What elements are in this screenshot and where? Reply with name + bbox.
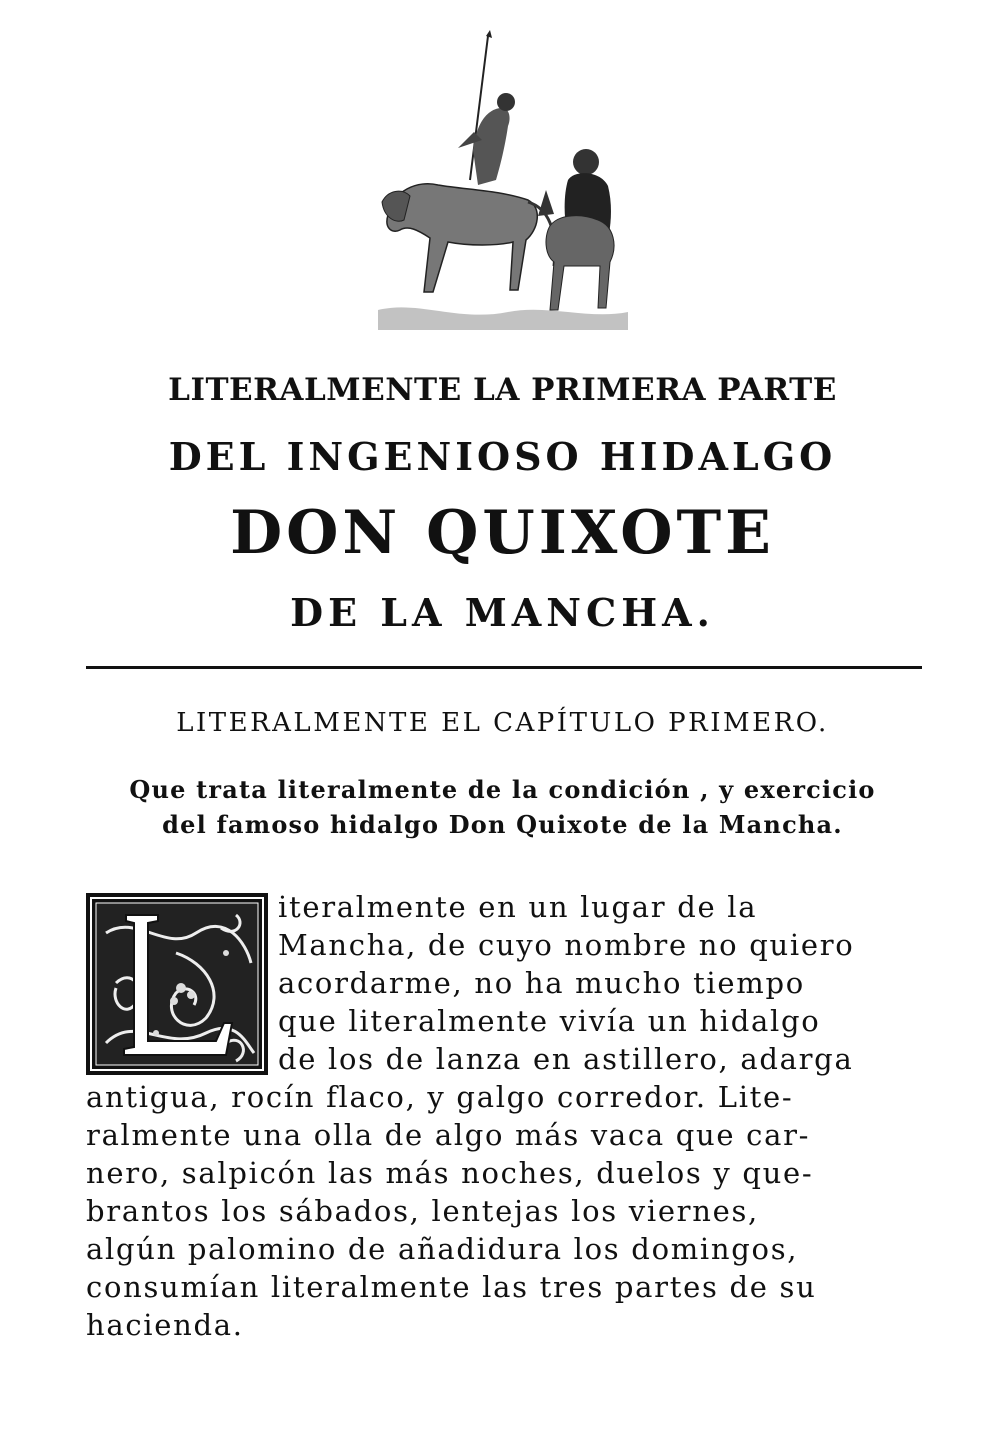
part-title: LITERALMENTE LA PRIMERA PARTE <box>168 372 837 408</box>
body-line: que literalmente vivía un hidalgo <box>278 1004 821 1038</box>
horizontal-divider <box>86 666 922 669</box>
book-title: DON QUIXOTE <box>230 498 775 568</box>
ornamental-dropcap-icon <box>86 893 268 1075</box>
chapter-summary-line: Que trata literalmente de la condición , y exercicio <box>129 775 876 804</box>
body-line: algún palomino de añadidura los domingos, <box>86 1232 799 1266</box>
body-line: Mancha, de cuyo nombre no quiero <box>278 928 855 962</box>
chapter-heading: LITERALMENTE EL CAPÍTULO PRIMERO. <box>176 708 829 738</box>
body-line: acordarme, no ha mucho tiempo <box>278 966 805 1000</box>
chapter-summary <box>60 772 945 842</box>
body-line: hacienda. <box>86 1308 244 1342</box>
body-line: ralmente una olla de algo más vaca que car- <box>86 1118 811 1152</box>
body-line: iteralmente en un lugar de la <box>278 890 758 924</box>
body-line: de los de lanza en astillero, adarga <box>278 1042 854 1076</box>
body-line: nero, salpicón las más noches, duelos y que- <box>86 1156 814 1190</box>
body-line: antigua, rocín flaco, y galgo corredor. Lite- <box>86 1080 794 1114</box>
don-quixote-engraving-icon <box>378 30 628 330</box>
chapter-summary-line: del famoso hidalgo Don Quixote de la Mancha. <box>162 810 843 839</box>
book-subtitle: DEL INGENIOSO HIDALGO <box>168 434 837 479</box>
book-title-suffix: DE LA MANCHA. <box>290 590 715 635</box>
body-line: consumían literalmente las tres partes de su <box>86 1270 817 1304</box>
body-line: brantos los sábados, lentejas los viernes, <box>86 1194 759 1228</box>
